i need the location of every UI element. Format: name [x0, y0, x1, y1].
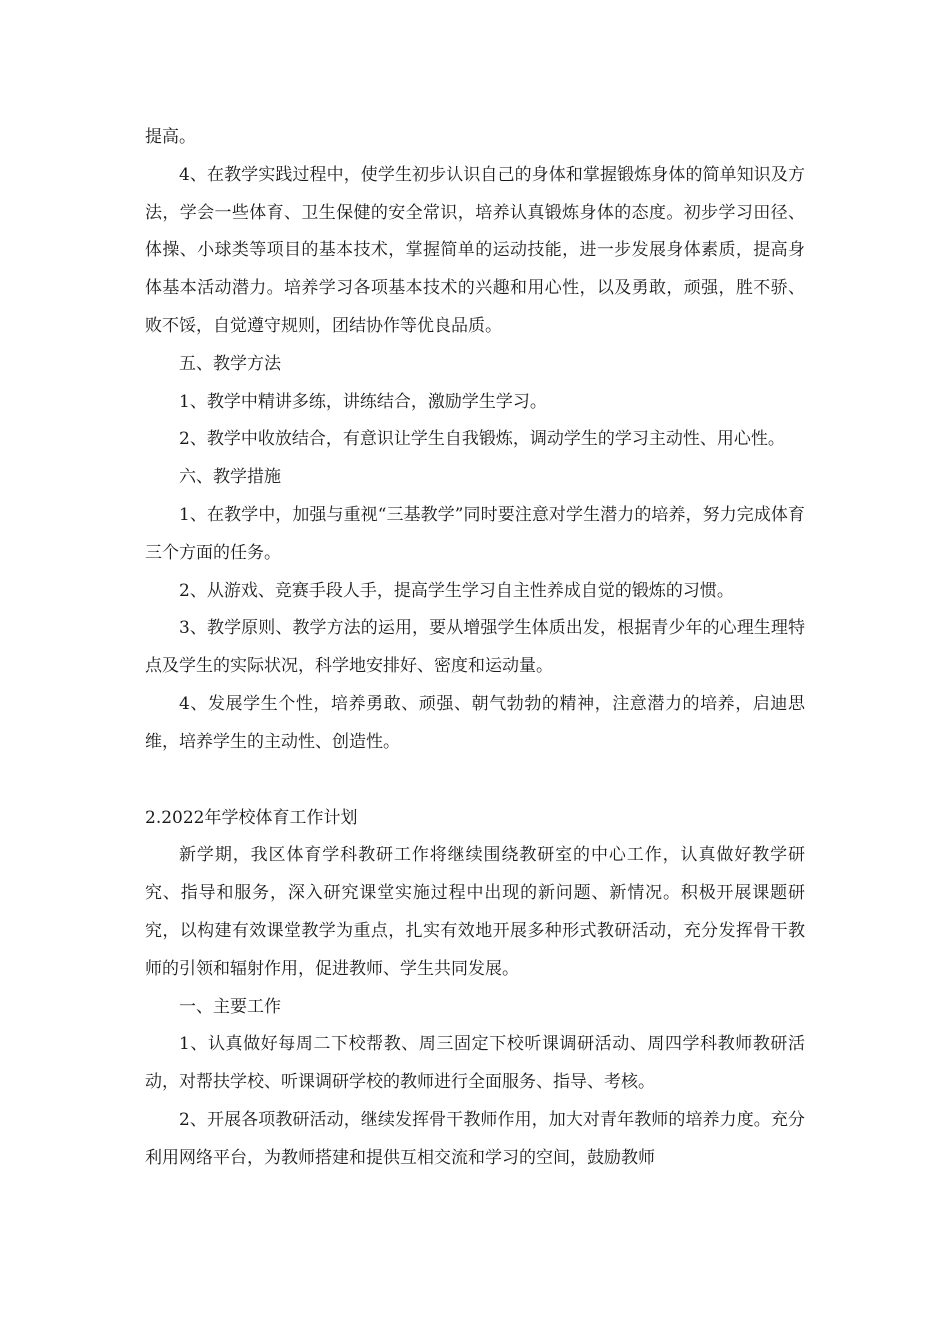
measure-1-paragraph: 1、在教学中，加强与重视“三基教学”同时要注意对学生潜力的培养，努力完成体育三个方面的任务。 [145, 504, 805, 563]
section-heading-teaching-methods: 五、教学方法 [179, 353, 281, 374]
measure-2-paragraph: 2、从游戏、竞赛手段人手，提高学生学习自主性养成自觉的锻炼的习惯。 [179, 580, 734, 601]
paragraph-continued: 提高。 [145, 127, 196, 147]
work-2-paragraph: 2、开展各项教研活动，继续发挥骨干教师作用，加大对青年教师的培养力度。充分利用网络平台，为教师搭建和提供互相交流和学习的空间，鼓励教师 [145, 1109, 805, 1168]
intro-paragraph: 新学期，我区体育学科教研工作将继续围绕教研室的中心工作，认真做好教学研究、指导和服务，深入研究课堂实施过程中出现的新问题、新情况。积极开展课题研究，以构建有效课堂教学为重点，扎实有效地开展多种形式教研活动，充分发挥骨干教师的引领和辐射作用，促进教师、学生共同发展。 [145, 845, 805, 979]
section-spacer [145, 762, 805, 800]
method-1-paragraph: 1、教学中精讲多练，讲练结合，激励学生学习。 [179, 391, 547, 412]
measure-3-paragraph: 3、教学原则、教学方法的运用，要从增强学生体质出发，根据青少年的心理生理特点及学生的实际状况，科学地安排好、密度和运动量。 [145, 618, 805, 677]
document-title: 2.2022年学校体育工作计划 [145, 807, 358, 828]
measure-4-paragraph: 4、发展学生个性，培养勇敢、顽强、朝气勃勃的精神，注意潜力的培养，启迪思维，培养学生的主动性、创造性。 [145, 693, 805, 752]
section-heading-main-work: 一、主要工作 [179, 996, 281, 1017]
section-heading-teaching-measures: 六、教学措施 [179, 467, 281, 488]
method-2-paragraph: 2、教学中收放结合，有意识让学生自我锻炼，调动学生的学习主动性、用心性。 [179, 429, 785, 450]
objective-4-paragraph: 4、在教学实践过程中，使学生初步认识自己的身体和掌握锻炼身体的简单知识及方法，学会一些体育、卫生保健的安全常识，培养认真锻炼身体的态度。初步学习田径、体操、小球类等项目的基本技术，掌握简单的运动技能，进一步发展身体素质，提高身体基本活动潜力。培养学习各项基本技术的兴趣和用心性，以及勇敢，顽强，胜不骄、败不馁，自觉遵守规则，团结协作等优良品质。 [145, 164, 805, 336]
work-1-paragraph: 1、认真做好每周二下校帮教、周三固定下校听课调研活动、周四学科教师教研活动，对帮扶学校、听课调研学校的教师进行全面服务、指导、考核。 [145, 1034, 805, 1093]
